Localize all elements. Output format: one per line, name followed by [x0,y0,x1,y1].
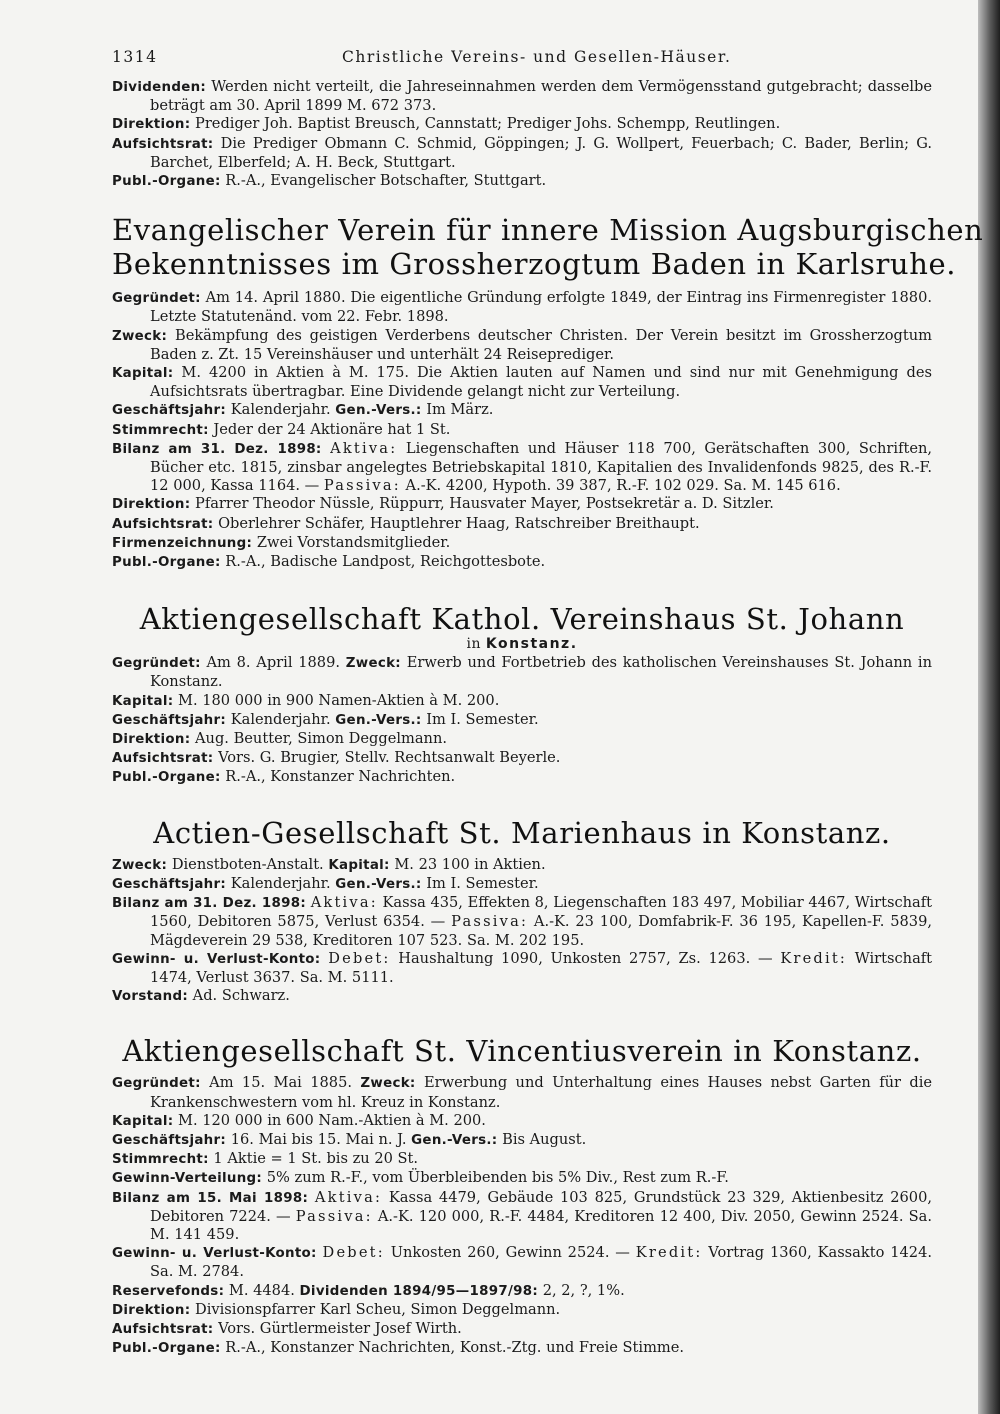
entry-line-reservefonds: Reservefonds: M. 4484. Dividenden 1894/95—1897/98: 2, 2, ?, 1%. [112,1281,625,1299]
entry-line-dividenden: Dividenden: Werden nicht verteilt, die Jahreseinnahmen werden dem Vermögensstand gutgebracht; dasselbe beträgt am 30. April 1899 M. 672 373. [112,78,933,115]
entry-line-kapital: Kapital: M. 120 000 in 600 Nam.-Aktien à M. 200. [112,1111,486,1129]
section-title: Aktiengesellschaft Kathol. Vereinshaus St. Johann [139,602,905,637]
entry-line-bilanz: Bilanz am 31. Dez. 1898: Aktiva: Kassa 435, Effekten 8, Liegenschaften 183 497, Mobiliar 4467, Wirtschaft 1560, Debitoren 5875, Verlust 6354. — Passiva: A.-K. 23 100, Domfabrik-F. 36 195, Kapellen-F. 5839, Mägdeverein 29 538, Kreditoren 107 523. Sa. M. 202 195. [112,894,933,949]
section-st-marienhaus [112,816,932,1007]
entry-line-zweck: Zweck: Dienstboten-Anstalt. Kapital: M. 23 100 in Aktien. [112,855,546,873]
entry-line-geschaeftsjahr: Geschäftsjahr: 16. Mai bis 15. Mai n. J. Gen.-Vers.: Bis August. [112,1130,587,1148]
entry-line-stimmrecht: Stimmrecht: 1 Aktie = 1 St. bis zu 20 St. [112,1150,419,1168]
entry-line-vorstand: Vorstand: Ad. Schwarz. [112,987,290,1005]
section-entry [112,856,932,1007]
entry-line-direktion: Direktion: Divisionspfarrer Karl Scheu, Simon Deggelmann. [112,1300,561,1318]
entry-line-bilanz: Bilanz am 15. Mai 1898: Aktiva: Kassa 4479, Gebäude 103 825, Grundstück 23 329, Aktienbesitz 2600, Debitoren 7224. — Passiva: A.-K. 120 000, R.-F. 4484, Kreditoren 12 400, Div. 2050, Gewinn 2524. Sa. M. 141 459. [112,1188,933,1243]
section-st-vincentiusverein [112,1034,932,1358]
entry-line-zweck: Zweck: Bekämpfung des geistigen Verderbens deutscher Christen. Der Verein besitzt im Grossherzogtum Baden z. Zt. 15 Vereinshäuser und unterhält 24 Reiseprediger. [112,326,932,363]
entry-line-publ-organe: Publ.-Organe: R.-A., Evangelischer Botschafter, Stuttgart. [112,172,547,190]
entry-line-geschaeftsjahr: Geschäftsjahr: Kalenderjahr. Gen.-Vers.: Im März. [112,401,494,419]
continued-entry [112,78,932,191]
entry-line-stimmrecht: Stimmrecht: Jeder der 24 Aktionäre hat 1 St. [112,420,451,438]
running-head [112,48,932,78]
entry-line-direktion: Direktion: Pfarrer Theodor Nüssle, Rüppurr, Hausvater Mayer, Postsekretär a. D. Sitzler. [112,495,774,513]
entry-line-geschaeftsjahr: Geschäftsjahr: Kalenderjahr. Gen.-Vers.: Im I. Semester. [112,874,539,892]
section-title: Aktiengesellschaft St. Vincentiusverein in Konstanz. [122,1034,922,1069]
section-entry [112,1074,932,1358]
running-title: Christliche Vereins- und Gesellen-Häuser. [342,48,732,66]
entry-line-publ-organe: Publ.-Organe: R.-A., Konstanzer Nachrichten. [112,768,456,786]
entry-line-gewinn-verlust: Gewinn- u. Verlust-Konto: Debet: Haushaltung 1090, Unkosten 2757, Zs. 1263. — Kredit: Wirtschaft 1474, Verlust 3637. Sa. M. 5111. [112,949,933,986]
entry-line-aufsichtsrat: Aufsichtsrat: Die Prediger Obmann C. Schmid, Göppingen; J. G. Wollpert, Feuerbach; C. Bader, Berlin; G. Barchet, Elberfeld; A. H. Beck, Stuttgart. [112,134,932,171]
entry-line-publ-organe: Publ.-Organe: R.-A., Badische Landpost, Reichgottesbote. [112,553,546,571]
entry-line-kapital: Kapital: M. 180 000 in 900 Namen-Aktien à M. 200. [112,691,500,709]
entry-line-aufsichtsrat: Aufsichtsrat: Vors. Gürtlermeister Josef Wirth. [112,1319,462,1337]
entry-line-gewinn-verlust: Gewinn- u. Verlust-Konto: Debet: Unkosten 260, Gewinn 2524. — Kredit: Vortrag 1360, Kassakto 1424. Sa. M. 2784. [112,1244,932,1281]
section-vereinshaus-st-johann [112,602,932,787]
section-entry [112,654,932,787]
section-evangelischer-verein [112,213,984,572]
entry-line-gewinn-verteilung: Gewinn-Verteilung: 5% zum R.-F., vom Überbleibenden bis 5% Div., Rest zum R.-F. [112,1169,729,1187]
page-body [112,48,984,1358]
entry-line-aufsichtsrat: Aufsichtsrat: Oberlehrer Schäfer, Hauptlehrer Haag, Ratschreiber Breithaupt. [112,514,700,532]
entry-line-aufsichtsrat: Aufsichtsrat: Vors. G. Brugier, Stellv. Rechtsanwalt Beyerle. [112,749,561,767]
entry-line-geschaeftsjahr: Geschäftsjahr: Kalenderjahr. Gen.-Vers.: Im I. Semester. [112,710,539,728]
entry-line-kapital: Kapital: M. 4200 in Aktien à M. 175. Die Aktien lauten auf Namen und sind nur mit Genehmigung des Aufsichtsrats übertragbar. Eine Dividende gelangt nicht zur Verteilung. [112,364,932,401]
entry-line-gegruendet: Gegründet: Am 14. April 1880. Die eigentliche Gründung erfolgte 1849, der Eintrag ins Firmenregister 1880. Letzte Statutenänd. vom 22. Febr. 1898. [112,289,933,326]
entry-line-firmenzeichnung: Firmenzeichnung: Zwei Vorstandsmitglieder. [112,533,451,551]
entry-line-direktion: Direktion: Prediger Joh. Baptist Breusch, Cannstatt; Prediger Johs. Schempp, Reutlingen. [112,115,781,133]
section-title: Actien-Gesellschaft St. Marienhaus in Konstanz. [153,815,891,850]
section-subtitle: in Konstanz. [466,636,578,653]
entry-line-direktion: Direktion: Aug. Beutter, Simon Deggelmann. [112,730,447,748]
book-spine-shadow [978,0,1000,1414]
entry-line-publ-organe: Publ.-Organe: R.-A., Konstanzer Nachrichten, Konst.-Ztg. und Freie Stimme. [112,1339,685,1357]
section-entry [112,289,932,572]
entry-line-bilanz: Bilanz am 31. Dez. 1898: Aktiva: Liegenschaften und Häuser 118 700, Gerätschaften 300, Schriften, Bücher etc. 1815, zinsbar angelegtes Betriebskapital 1810, Kapitalien des Invalidenfonds 9825, des R.-F. 12 000, Kassa 1164. — Passiva: A.-K. 4200, Hypoth. 39 387, R.-F. 102 029. Sa. M. 145 616. [112,439,933,495]
entry-line-gegruendet: Gegründet: Am 8. April 1889. Zweck: Erwerb und Fortbetrieb des katholischen Vereinshauses St. Johann in Konstanz. [112,654,933,691]
page-number: 1314 [112,48,158,66]
section-title: Evangelischer Verein für innere Mission Augsburgischen Bekenntnisses im Grossherzogtum Baden in Karlsruhe. [112,213,984,282]
entry-line-gegruendet: Gegründet: Am 15. Mai 1885. Zweck: Erwerbung und Unterhaltung eines Hauses nebst Garten für die Krankenschwestern vom hl. Kreuz in Konstanz. [112,1074,933,1111]
